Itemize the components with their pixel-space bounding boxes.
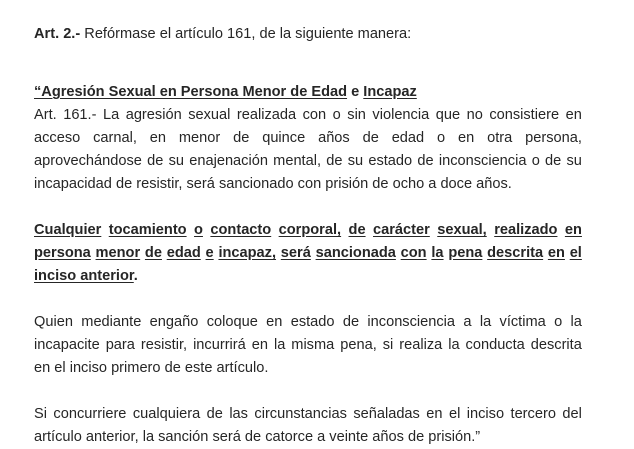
word: engaño	[149, 314, 199, 330]
word: la	[273, 337, 286, 353]
word: resistir,	[140, 337, 188, 353]
word: no	[466, 107, 483, 123]
word: pena,	[340, 337, 377, 353]
word: o	[332, 107, 341, 123]
word: de	[144, 245, 162, 261]
word: a	[463, 314, 472, 330]
word: sancionada	[315, 245, 396, 261]
word: de	[348, 222, 366, 238]
word: será	[280, 245, 311, 261]
word: de	[326, 153, 343, 169]
word: realiza	[399, 337, 443, 353]
article-2-line	[34, 23, 582, 46]
word: mental,	[273, 153, 322, 169]
word: incapaz,	[218, 245, 277, 261]
word: su	[566, 153, 582, 169]
word: descrita	[530, 337, 582, 353]
article-2-text: Refórmase el artículo 161, de la siguiente manera:	[80, 26, 412, 42]
word: en	[266, 314, 283, 330]
word: o	[531, 153, 540, 169]
paragraph-1	[34, 104, 582, 196]
word: que	[435, 107, 461, 123]
word: pena	[448, 245, 483, 261]
paragraph-2-period: .	[133, 268, 138, 284]
paragraph-1-line-3	[34, 150, 582, 173]
word: sin	[347, 107, 366, 123]
word: Quien	[34, 314, 73, 330]
word: incurrirá	[193, 337, 246, 353]
word: quince	[262, 130, 306, 146]
paragraph-2-line-3	[34, 265, 582, 288]
paragraph-2-line-1	[34, 219, 582, 242]
word: las	[229, 406, 248, 422]
word: la	[479, 314, 492, 330]
word: sexual	[188, 107, 231, 123]
word: conducta	[465, 337, 525, 353]
heading-part-1: “Agresión Sexual en Persona Menor de Edad	[34, 84, 348, 100]
word: o	[437, 130, 446, 146]
word: en	[564, 222, 582, 238]
word: concurriere	[53, 406, 127, 422]
paragraph-1-line-4: incapacidad de resistir, será sancionado con prisión de ocho a doce años.	[34, 176, 512, 192]
word: víctima	[499, 314, 546, 330]
word: Si	[34, 406, 47, 422]
paragraph-3	[34, 311, 582, 380]
word: 161.-	[63, 107, 97, 123]
word: edad	[166, 245, 201, 261]
paragraph-2-line-2	[34, 242, 582, 265]
word: del	[562, 406, 582, 422]
word: Cualquier	[34, 222, 102, 238]
word: realizada	[236, 107, 297, 123]
spacer	[34, 196, 582, 219]
spacer	[34, 380, 582, 403]
word: estado	[368, 153, 413, 169]
word: de	[362, 130, 379, 146]
word: violencia	[372, 107, 430, 123]
word: estado	[290, 314, 335, 330]
word: su	[347, 153, 364, 169]
word: circunstancias	[254, 406, 347, 422]
word: para	[105, 337, 135, 353]
word: e	[205, 245, 214, 261]
word: años	[318, 130, 350, 146]
word: misma	[291, 337, 335, 353]
spacer	[34, 288, 582, 311]
word: descrita	[487, 245, 544, 261]
word: de	[206, 406, 223, 422]
word: menor	[95, 245, 141, 261]
word: o	[554, 314, 563, 330]
word: coloque	[206, 314, 258, 330]
word: en	[149, 130, 167, 146]
word: de	[417, 153, 434, 169]
word: carácter	[373, 222, 430, 238]
word: la	[448, 337, 460, 353]
section-heading	[34, 81, 582, 104]
word: de	[342, 314, 360, 330]
paragraph-3-line-1	[34, 311, 582, 334]
word: en	[458, 130, 475, 146]
paragraph-4-line-1	[34, 403, 582, 426]
paragraph-4	[34, 403, 582, 449]
paragraph-2-underlined-end: inciso anterior	[34, 268, 134, 284]
word: acceso	[34, 130, 81, 146]
word: o	[194, 222, 203, 238]
word: aprovechándose	[34, 153, 142, 169]
document-page	[34, 0, 582, 449]
paragraph-1-line-2	[34, 127, 582, 150]
word: mediante	[81, 314, 142, 330]
word: menor	[178, 130, 221, 146]
word: el	[448, 406, 461, 422]
word: si	[382, 337, 394, 353]
heading-part-3: Incapaz	[363, 84, 417, 100]
word: edad	[391, 130, 425, 146]
word: inconsciencia	[367, 314, 456, 330]
word: agresión	[125, 107, 182, 123]
word: incapacite	[34, 337, 100, 353]
word: el	[569, 245, 582, 261]
word: de	[147, 153, 164, 169]
word: tercero	[510, 406, 556, 422]
word: cualquiera	[132, 406, 201, 422]
word: sexual,	[437, 222, 487, 238]
word: otra	[487, 130, 513, 146]
word: en	[426, 406, 443, 422]
word: corporal,	[278, 222, 342, 238]
spacer	[34, 46, 582, 69]
word: consistiere	[489, 107, 560, 123]
word: enajenación	[189, 153, 268, 169]
word: la	[431, 245, 444, 261]
word: de	[233, 130, 250, 146]
paragraph-4-line-2: artículo anterior, la sanción será de catorce a veinte años de prisión.”	[34, 429, 481, 445]
word: la	[570, 314, 582, 330]
paragraph-3-line-3: en el inciso primero de este artículo.	[34, 360, 269, 376]
paragraph-2	[34, 219, 582, 288]
word: con	[302, 107, 327, 123]
word: contacto	[210, 222, 272, 238]
word: carnal,	[93, 130, 137, 146]
word: inconsciencia	[438, 153, 527, 169]
word: su	[168, 153, 185, 169]
word: persona,	[525, 130, 582, 146]
word: inciso	[466, 406, 505, 422]
article-2-label: Art. 2.-	[34, 26, 81, 42]
word: señaladas	[353, 406, 420, 422]
word: realizado	[494, 222, 558, 238]
heading-part-2: e	[347, 84, 364, 100]
word: de	[545, 153, 562, 169]
word: persona	[34, 245, 91, 261]
word: La	[102, 107, 120, 123]
word: Art.	[34, 107, 57, 123]
paragraph-1-line-1	[34, 104, 582, 127]
word: en	[547, 245, 565, 261]
word: en	[251, 337, 268, 353]
word: en	[565, 107, 582, 123]
word: tocamiento	[108, 222, 187, 238]
paragraph-3-line-2	[34, 334, 582, 357]
word: con	[400, 245, 427, 261]
